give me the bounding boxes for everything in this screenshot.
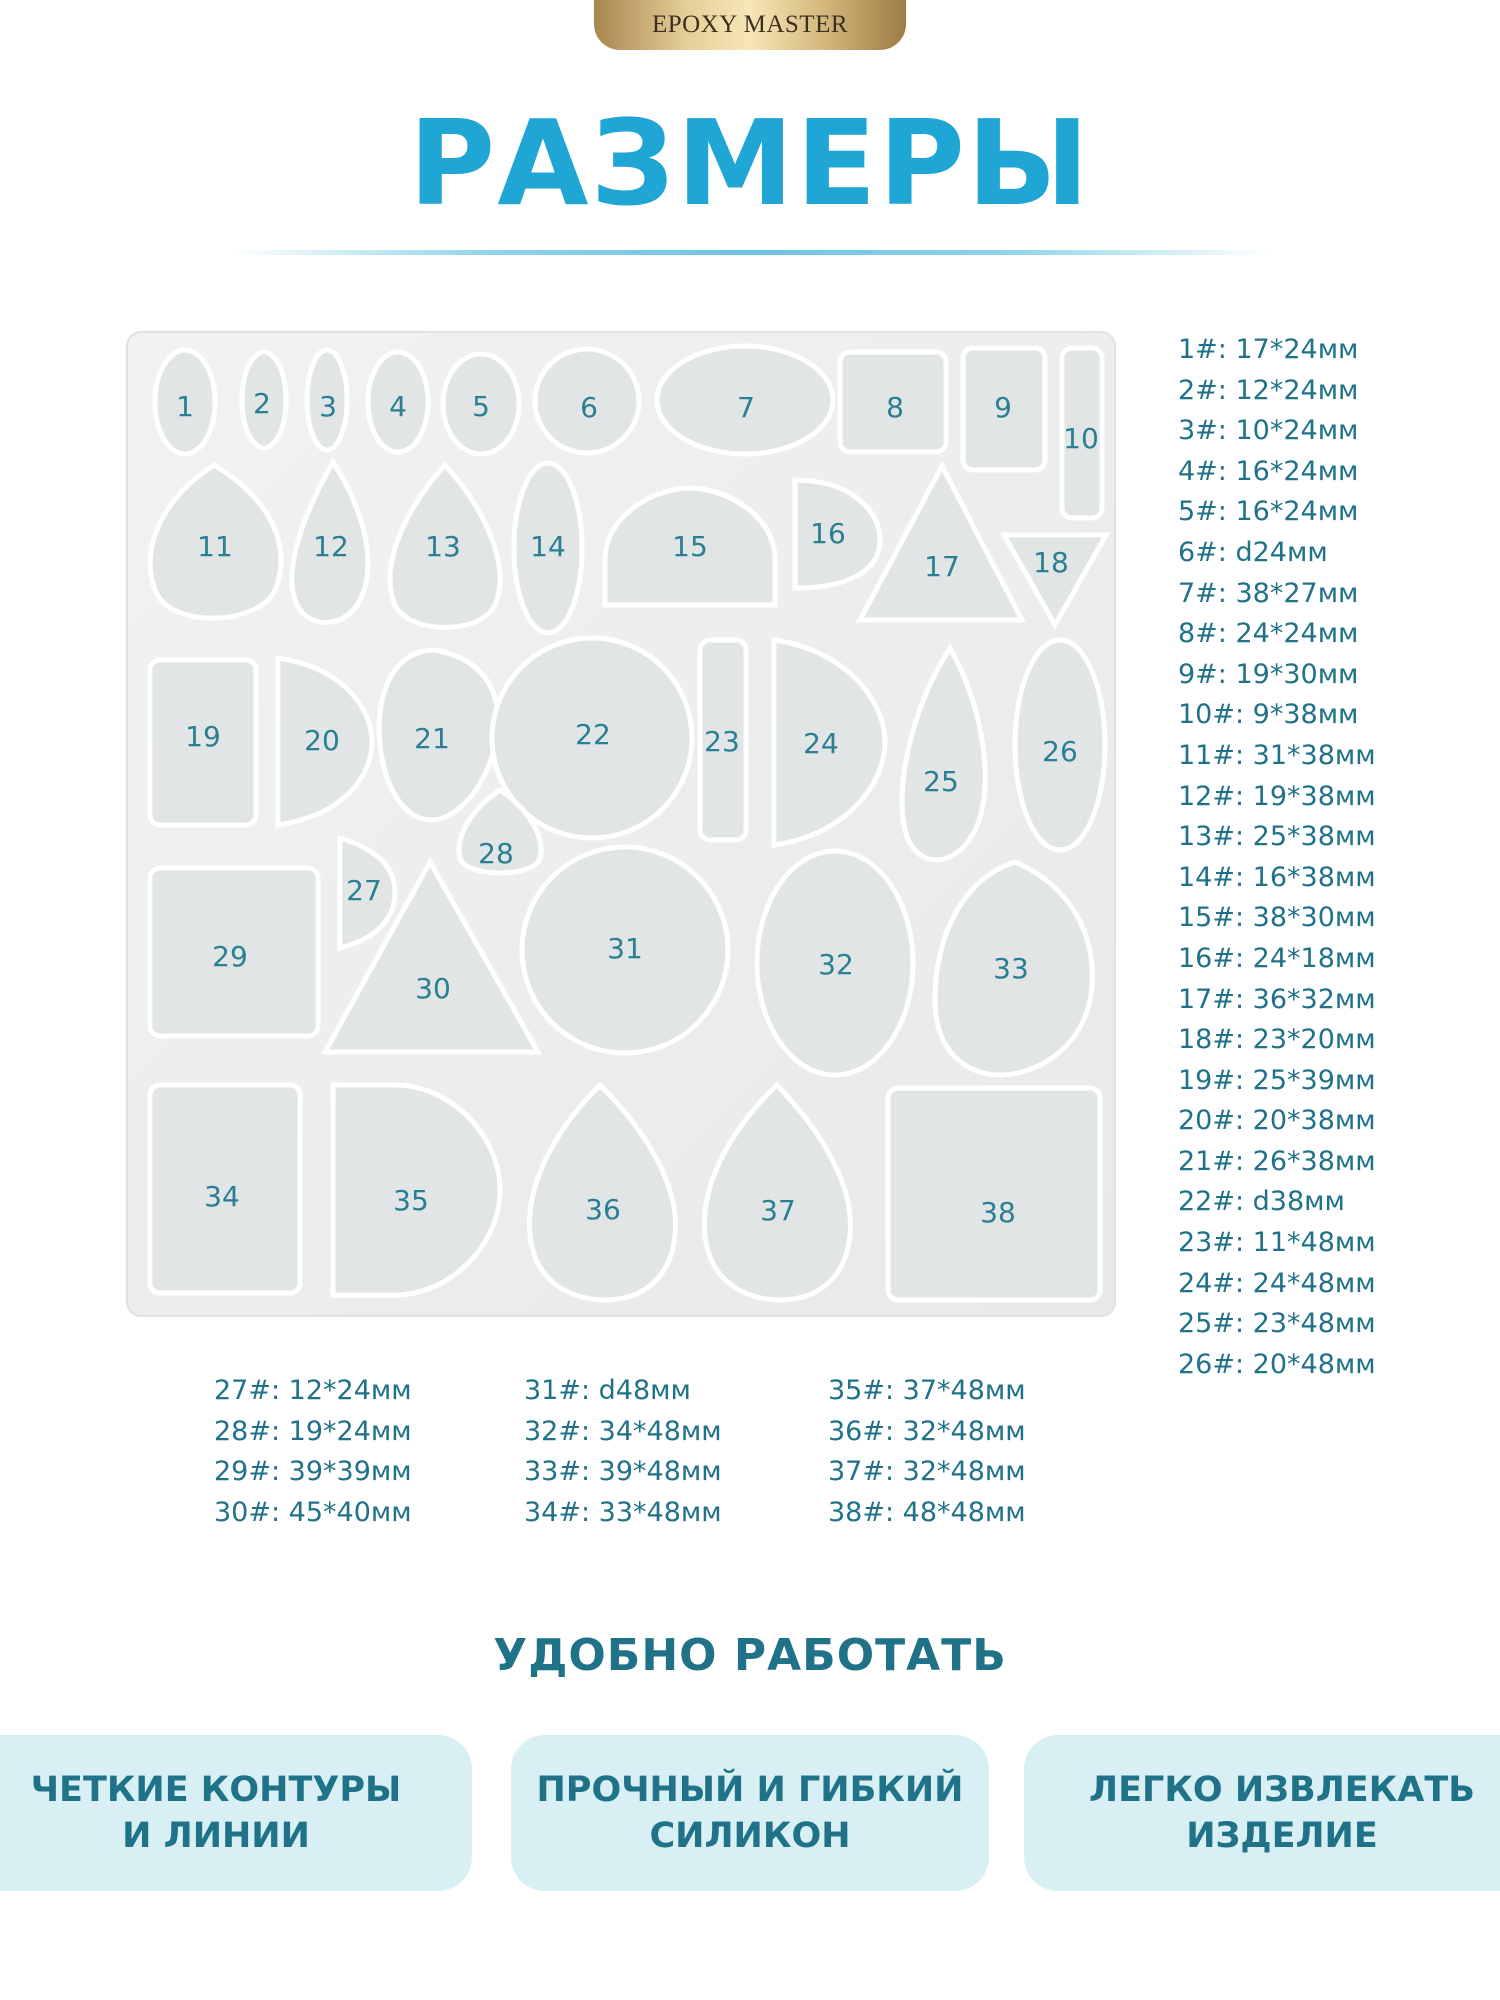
cavity-number: 1 <box>176 390 194 423</box>
cavity-number: 6 <box>580 391 598 424</box>
cavity-number: 35 <box>393 1184 429 1217</box>
size-item: 2#: 12*24мм <box>1178 374 1359 406</box>
cavity-number: 22 <box>575 718 611 751</box>
cavity-number: 8 <box>886 391 904 424</box>
size-item: 12#: 19*38мм <box>1178 780 1376 812</box>
size-item: 1#: 17*24мм <box>1178 334 1359 365</box>
brand-name: EPOXY MASTER <box>651 11 849 38</box>
size-item: 22#: d38мм <box>1178 1186 1345 1218</box>
size-item: 27#: 12*24мм <box>214 1375 412 1406</box>
size-item: 10#: 9*38мм <box>1178 699 1359 731</box>
cavity-number: 31 <box>607 932 643 965</box>
benefit-card-silicone <box>511 1735 989 1891</box>
cavity-number: 28 <box>478 837 514 870</box>
sizes-list-bottom-3 <box>828 1371 1026 1534</box>
size-item: 33#: 39*48мм <box>524 1456 722 1488</box>
cavity-number: 7 <box>737 391 755 424</box>
benefit-text: ПРОЧНЫЙ И ГИБКИЙ СИЛИКОН <box>536 1770 964 1856</box>
size-item: 24#: 24*48мм <box>1178 1267 1376 1299</box>
cavity-number: 12 <box>313 530 349 563</box>
cavity-number: 29 <box>212 940 248 973</box>
cavity-number: 21 <box>414 722 450 755</box>
cavity-number: 20 <box>304 724 340 757</box>
cavity-number: 14 <box>530 530 566 563</box>
benefit-card-contours <box>0 1735 472 1891</box>
cavity-number: 9 <box>994 391 1012 424</box>
size-item: 8#: 24*24мм <box>1178 618 1359 650</box>
size-item: 20#: 20*38мм <box>1178 1105 1376 1137</box>
size-item: 19#: 25*39мм <box>1178 1064 1376 1096</box>
benefit-card-release <box>1024 1735 1500 1891</box>
size-item: 5#: 16*24мм <box>1178 496 1359 528</box>
size-item: 17#: 36*32мм <box>1178 983 1376 1015</box>
size-item: 14#: 16*38мм <box>1178 861 1376 893</box>
sizes-list-bottom-1 <box>214 1371 412 1534</box>
cavity-number: 13 <box>425 530 461 563</box>
size-item: 23#: 11*48мм <box>1178 1227 1376 1259</box>
cavity-number: 25 <box>923 765 959 798</box>
cavity-number: 17 <box>924 550 960 583</box>
cavity-number: 24 <box>803 727 839 760</box>
cavity-number: 3 <box>319 390 337 423</box>
size-item: 38#: 48*48мм <box>828 1497 1026 1529</box>
cavity-number: 4 <box>389 390 407 423</box>
cavity-number: 30 <box>415 972 451 1005</box>
cavity-number: 16 <box>810 517 846 550</box>
benefit-text: ЧЕТКИЕ КОНТУРЫ И ЛИНИИ <box>30 1770 402 1856</box>
size-item: 26#: 20*48мм <box>1178 1348 1376 1380</box>
cavity-number: 15 <box>672 530 708 563</box>
size-item: 18#: 23*20мм <box>1178 1024 1376 1056</box>
page-title: РАЗМЕРЫ <box>408 94 1092 232</box>
cavity-number: 38 <box>980 1196 1016 1229</box>
size-item: 9#: 19*30мм <box>1178 658 1359 690</box>
size-item: 37#: 32*48мм <box>828 1456 1026 1488</box>
size-item: 34#: 33*48мм <box>524 1497 722 1529</box>
size-item: 30#: 45*40мм <box>214 1497 412 1529</box>
sizes-list-right <box>1178 330 1376 1385</box>
cavity-number: 33 <box>993 952 1029 985</box>
sizes-list-bottom-2 <box>524 1371 722 1534</box>
cavity-number: 27 <box>346 874 382 907</box>
cavity-38 <box>888 1088 1100 1300</box>
size-item: 13#: 25*38мм <box>1178 821 1376 853</box>
cavity-number: 19 <box>185 720 221 753</box>
cavity-number: 37 <box>760 1194 796 1227</box>
size-item: 31#: d48мм <box>524 1375 691 1406</box>
cavity-number: 5 <box>472 390 490 423</box>
size-item: 3#: 10*24мм <box>1178 415 1359 447</box>
size-item: 32#: 34*48мм <box>524 1415 722 1447</box>
cavity-number: 23 <box>704 725 740 758</box>
size-item: 4#: 16*24мм <box>1178 455 1359 487</box>
cavity-number: 10 <box>1063 422 1099 455</box>
size-item: 35#: 37*48мм <box>828 1375 1026 1406</box>
size-item: 36#: 32*48мм <box>828 1415 1026 1447</box>
cavity-number: 26 <box>1042 735 1078 768</box>
size-item: 11#: 31*38мм <box>1178 739 1376 771</box>
cavity-number: 36 <box>585 1193 621 1226</box>
size-item: 21#: 26*38мм <box>1178 1145 1376 1177</box>
cavity-number: 18 <box>1033 546 1069 579</box>
cavity-number: 2 <box>253 387 271 420</box>
cavity-number: 11 <box>197 530 233 563</box>
size-item: 6#: d24мм <box>1178 536 1328 568</box>
size-item: 28#: 19*24мм <box>214 1415 412 1447</box>
size-item: 29#: 39*39мм <box>214 1456 412 1488</box>
benefits-heading: УДОБНО РАБОТАТЬ <box>493 1630 1007 1681</box>
benefit-text: ЛЕГКО ИЗВЛЕКАТЬ ИЗДЕЛИЕ <box>1089 1770 1475 1856</box>
size-item: 25#: 23*48мм <box>1178 1308 1376 1340</box>
cavity-number: 32 <box>818 948 854 981</box>
size-item: 7#: 38*27мм <box>1178 577 1359 609</box>
cavity-number: 34 <box>204 1180 240 1213</box>
size-item: 16#: 24*18мм <box>1178 942 1376 974</box>
size-item: 15#: 38*30мм <box>1178 902 1376 934</box>
